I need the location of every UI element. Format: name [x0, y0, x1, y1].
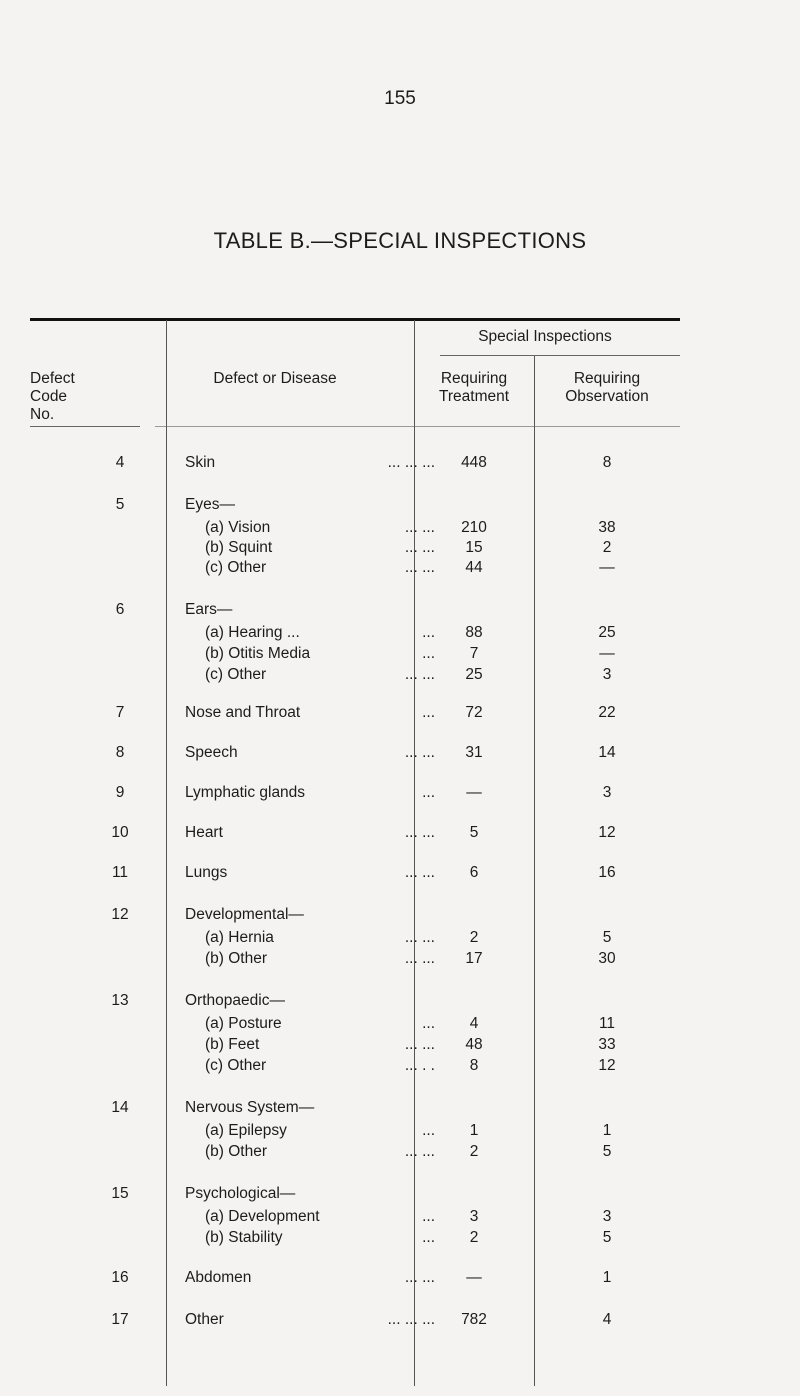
requiring-observation-value: — [599, 645, 615, 662]
defect-code: 9 [115, 784, 125, 801]
leader-dots: ... ... [404, 1269, 435, 1286]
defect-label-text: (b) Other [205, 1143, 268, 1160]
defect-code: 12 [111, 906, 129, 923]
leader-dots: ... ... ... [387, 454, 435, 471]
requiring-treatment-value: 2 [469, 929, 479, 946]
defect-code: 7 [115, 704, 125, 721]
requiring-treatment-value: 48 [465, 1036, 483, 1053]
header-observation-line: Requiring [573, 370, 641, 387]
defect-code: 5 [115, 496, 125, 513]
requiring-observation-value: 38 [598, 519, 616, 536]
defect-label [185, 992, 435, 1009]
leader-dots: ... [422, 1229, 435, 1246]
header-code-line: No. [30, 406, 55, 423]
leader-dots: ... ... [404, 559, 435, 576]
header-treatment-line: Requiring [440, 370, 508, 387]
defect-label-text: (a) Posture [205, 1015, 282, 1032]
defect-label-text: (b) Feet [205, 1036, 260, 1053]
defect-label-text: Orthopaedic— [185, 992, 285, 1009]
requiring-observation-value: — [599, 559, 615, 576]
requiring-observation-value: 4 [602, 1311, 612, 1328]
defect-label-text: (c) Other [205, 1057, 267, 1074]
defect-label-text: Speech [185, 744, 238, 761]
requiring-observation-value: 3 [602, 784, 612, 801]
header-requiring-treatment [414, 370, 534, 406]
special-inspections-table [30, 318, 680, 1388]
requiring-observation-value: 12 [598, 1057, 616, 1074]
leader-dots: ... ... [404, 1143, 435, 1160]
defect-label [185, 519, 435, 536]
leader-dots: ... . . [404, 1057, 435, 1074]
defect-label [185, 1229, 435, 1246]
requiring-treatment-value: 6 [469, 864, 479, 881]
requiring-treatment-value: 448 [461, 454, 487, 471]
defect-code: 10 [111, 824, 129, 841]
leader-dots: ... ... [404, 519, 435, 536]
requiring-observation-value: 5 [602, 1143, 612, 1160]
defect-label-text: (c) Other [205, 559, 267, 576]
defect-label [185, 454, 435, 471]
requiring-observation-value: 25 [598, 624, 616, 641]
defect-label [185, 666, 435, 683]
requiring-observation-value: 30 [598, 950, 616, 967]
header-code-line: Defect [30, 370, 75, 387]
leader-dots: ... ... [404, 824, 435, 841]
defect-code: 4 [115, 454, 125, 471]
leader-dots: ... [422, 1015, 435, 1032]
leader-dots: ... ... [404, 666, 435, 683]
defect-label [185, 784, 435, 801]
requiring-observation-value: 5 [602, 929, 612, 946]
defect-label [185, 1143, 435, 1160]
header-requiring-observation [534, 370, 680, 406]
column-divider-code [166, 320, 167, 1386]
defect-label [185, 1057, 435, 1074]
defect-label-text: (b) Otitis Media [205, 645, 311, 662]
defect-code: 15 [111, 1185, 129, 1202]
leader-dots: ... ... ... [387, 1311, 435, 1328]
requiring-observation-value: 16 [598, 864, 616, 881]
defect-label [185, 929, 435, 946]
table-title: TABLE B.—SPECIAL INSPECTIONS [213, 228, 587, 253]
requiring-treatment-value: 72 [465, 704, 483, 721]
code-header-rule [30, 426, 140, 427]
requiring-treatment-value: 4 [469, 1015, 479, 1032]
defect-label [185, 1036, 435, 1053]
defect-label-text: (a) Development [205, 1208, 320, 1225]
requiring-treatment-value: 7 [469, 645, 479, 662]
defect-label [185, 1311, 435, 1328]
requiring-treatment-value: 2 [469, 1229, 479, 1246]
defect-label-text: Heart [185, 824, 223, 841]
defect-label [185, 601, 435, 618]
leader-dots: ... ... [404, 929, 435, 946]
leader-dots: ... ... [404, 539, 435, 556]
defect-label [185, 744, 435, 761]
defect-label [185, 1208, 435, 1225]
defect-label [185, 824, 435, 841]
page-number: 155 [384, 88, 416, 109]
defect-label-text: (a) Hearing ... [205, 624, 300, 641]
leader-dots: ... [422, 784, 435, 801]
requiring-treatment-value: 3 [469, 1208, 479, 1225]
leader-dots: ... ... [404, 744, 435, 761]
header-rule [155, 426, 680, 427]
defect-label-text: (a) Vision [205, 519, 271, 536]
requiring-treatment-value: 5 [469, 824, 479, 841]
leader-dots: ... [422, 645, 435, 662]
requiring-treatment-value: 15 [465, 539, 483, 556]
header-code-line: Code [30, 388, 68, 405]
defect-code: 8 [115, 744, 125, 761]
defect-label-text: Lymphatic glands [185, 784, 306, 801]
defect-label [185, 1015, 435, 1032]
defect-label [185, 1099, 435, 1116]
defect-code: 16 [111, 1269, 129, 1286]
leader-dots: ... ... [404, 1036, 435, 1053]
requiring-observation-value: 2 [602, 539, 612, 556]
requiring-observation-value: 8 [602, 454, 612, 471]
defect-label [185, 950, 435, 967]
defect-label [185, 906, 435, 923]
requiring-observation-value: 5 [602, 1229, 612, 1246]
defect-label-text: (b) Stability [205, 1229, 283, 1246]
requiring-observation-value: 3 [602, 1208, 612, 1225]
requiring-observation-value: 3 [602, 666, 612, 683]
defect-label-text: Eyes— [185, 496, 235, 513]
table-top-rule [30, 318, 680, 321]
leader-dots: ... [422, 1208, 435, 1225]
requiring-treatment-value: 782 [461, 1311, 487, 1328]
defect-label-text: Developmental— [185, 906, 304, 923]
defect-label-text: Ears— [185, 601, 233, 618]
defect-label [185, 1269, 435, 1286]
defect-label [185, 624, 435, 641]
header-defect: Defect or Disease [213, 370, 337, 387]
defect-label [185, 559, 435, 576]
leader-dots: ... ... [404, 864, 435, 881]
header-code [30, 370, 150, 424]
leader-dots: ... ... [404, 950, 435, 967]
requiring-treatment-value: 25 [465, 666, 483, 683]
requiring-observation-value: 33 [598, 1036, 616, 1053]
header-special-inspections: Special Inspections [478, 328, 612, 345]
header-observation-line: Observation [565, 388, 649, 405]
requiring-treatment-value: 210 [461, 519, 487, 536]
requiring-treatment-value: 31 [465, 744, 483, 761]
defect-label [185, 645, 435, 662]
leader-dots: ... [422, 624, 435, 641]
defect-label-text: Skin [185, 454, 216, 471]
defect-label-text: (b) Other [205, 950, 268, 967]
defect-label-text: (b) Squint [205, 539, 273, 556]
requiring-treatment-value: 8 [469, 1057, 479, 1074]
defect-code: 11 [111, 864, 129, 881]
requiring-treatment-value: — [466, 1269, 482, 1286]
requiring-treatment-value: 2 [469, 1143, 479, 1160]
requiring-treatment-value: 44 [465, 559, 483, 576]
requiring-observation-value: 1 [602, 1122, 612, 1139]
defect-code: 17 [111, 1311, 129, 1328]
requiring-observation-value: 12 [598, 824, 616, 841]
requiring-treatment-value: 88 [465, 624, 483, 641]
requiring-observation-value: 1 [602, 1269, 612, 1286]
header-treatment-line: Treatment [438, 388, 510, 405]
requiring-observation-value: 11 [598, 1015, 616, 1032]
defect-label-text: Other [185, 1311, 224, 1328]
defect-label-text: Psychological— [185, 1185, 296, 1202]
defect-label-text: Abdomen [185, 1269, 252, 1286]
defect-label-text: Lungs [185, 864, 228, 881]
defect-label-text: (a) Epilepsy [205, 1122, 287, 1139]
defect-code: 6 [115, 601, 125, 618]
defect-label [185, 704, 435, 721]
group-header-rule [440, 355, 680, 356]
defect-label-text: (a) Hernia [205, 929, 274, 946]
requiring-observation-value: 22 [598, 704, 616, 721]
defect-label [185, 496, 435, 513]
requiring-observation-value: 14 [598, 744, 616, 761]
defect-code: 13 [111, 992, 129, 1009]
leader-dots: ... [422, 704, 435, 721]
requiring-treatment-value: 1 [469, 1122, 479, 1139]
defect-label [185, 1122, 435, 1139]
defect-label [185, 1185, 435, 1202]
defect-code: 14 [111, 1099, 129, 1116]
defect-label-text: Nervous System— [185, 1099, 315, 1116]
defect-label [185, 864, 435, 881]
defect-label-text: Nose and Throat [185, 704, 301, 721]
column-divider-defect [414, 320, 415, 1386]
requiring-treatment-value: — [466, 784, 482, 801]
leader-dots: ... [422, 1122, 435, 1139]
defect-label [185, 539, 435, 556]
defect-label-text: (c) Other [205, 666, 267, 683]
requiring-treatment-value: 17 [465, 950, 483, 967]
